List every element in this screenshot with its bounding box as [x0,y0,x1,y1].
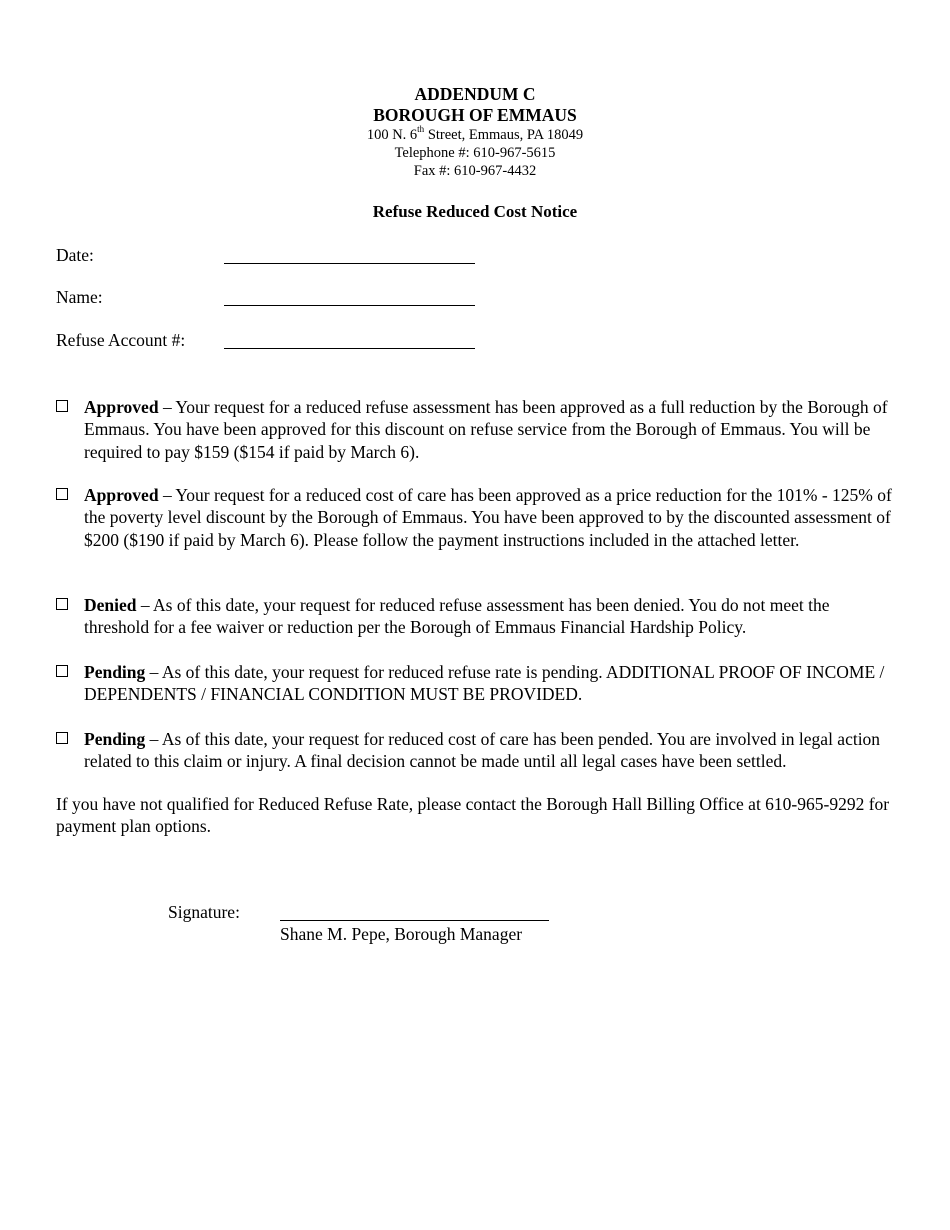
option-pending-legal [56,728,898,773]
borough-fax: Fax #: 610-967-4432 [413,163,537,179]
document-header [0,84,950,180]
borough-address: 100 N. 6th Street, Emmaus, PA 18049 [366,124,584,143]
notice-title: Refuse Reduced Cost Notice [372,202,578,221]
option-status: Approved [84,397,159,417]
addendum-title: ADDENDUM C [414,84,536,104]
checkbox[interactable] [56,598,68,610]
option-text: – As of this date, your request for reduced refuse rate is pending. ADDITIONAL PROOF OF INCOME / DEPENDENTS / FINANCIAL CONDITION MUST BE PROVIDED. [84,662,885,705]
borough-telephone: Telephone #: 610-967-5615 [394,145,556,161]
option-status: Denied [84,595,137,615]
signatory-name: Shane M. Pepe, Borough Manager [280,924,523,944]
closing-paragraph: If you have not qualified for Reduced Refuse Rate, please contact the Borough Hall Billing Office at 610-965-9292 for payment plan options. [56,794,890,837]
checkbox[interactable] [56,488,68,500]
option-approved-full [56,396,898,463]
option-text: – As of this date, your request for reduced refuse assessment has been denied. You do not meet the threshold for a fee waiver or reduction per the Borough of Emmaus Financial Hardship Policy. [84,595,830,638]
option-status: Approved [84,485,159,505]
signature-label: Signature: [168,902,240,922]
checkbox[interactable] [56,732,68,744]
borough-name: BOROUGH OF EMMAUS [373,105,577,125]
checkbox[interactable] [56,400,68,412]
option-text: – As of this date, your request for reduced cost of care has been pended. You are involved in legal action related to this claim or injury. A final decision cannot be made until all legal cases have been settled. [84,729,881,772]
name-label: Name: [56,287,103,307]
option-text: – Your request for a reduced refuse assessment has been approved as a full reduction by the Borough of Emmaus. You have been approved for this discount on refuse service from the Borough of Emmaus. You will be required to pay $159 ($154 if paid by March 6). [84,397,888,462]
option-status: Pending [84,729,146,749]
option-status: Pending [84,662,146,682]
signature-line[interactable] [280,920,549,921]
checkbox[interactable] [56,665,68,677]
name-field [56,287,224,308]
option-approved-discount [56,484,898,551]
account-field [56,330,224,351]
name-blank-line[interactable] [224,305,475,306]
date-label: Date: [56,245,94,265]
option-denied [56,594,898,639]
option-pending-proof [56,661,898,706]
date-field [56,245,224,266]
option-text: – Your request for a reduced cost of care has been approved as a price reduction for the 101% - 125% of the poverty level discount by the Borough of Emmaus. You have been approved to by the discounted assessment of $200 ($190 if paid by March 6). Please follow the payment instructions included in the attached letter. [84,485,892,550]
account-label: Refuse Account #: [56,330,186,350]
date-blank-line[interactable] [224,263,475,264]
account-blank-line[interactable] [224,348,475,349]
